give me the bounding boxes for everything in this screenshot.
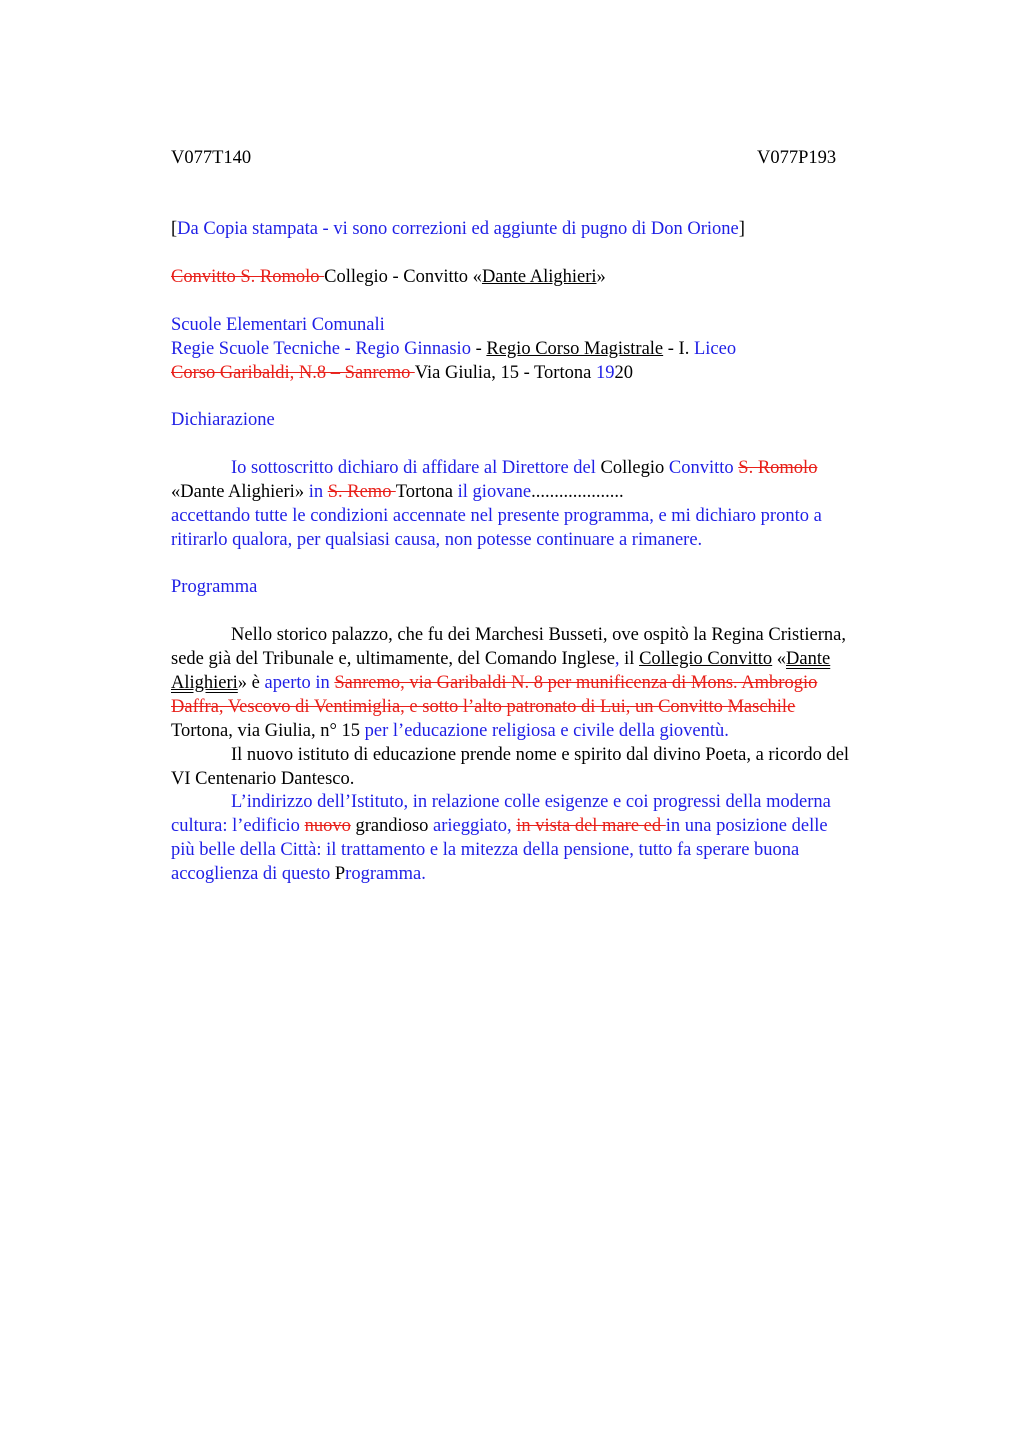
program-line-4 [171, 695, 795, 719]
title-struck-text: Convitto S. Romolo [171, 267, 325, 287]
title-name: Dante Alighieri [481, 267, 597, 287]
title-suffix: » [596, 267, 606, 287]
declaration-line-2-a: «Dante Alighieri» [171, 482, 305, 502]
program-line-9-struck-2: in vista del mare ed [516, 816, 666, 836]
program-line-8: L’indirizzo dell’Istituto, in relazione colle esigenze e coi progressi della moderna [231, 792, 831, 812]
program-line-2-c: il [619, 649, 640, 669]
program-line-3-b: » è [237, 673, 265, 693]
program-line-3-struck: Sanremo, via Garibaldi N. 8 per munificenza di Mons. Ambrogio [334, 673, 818, 693]
declaration-line-2 [171, 480, 624, 504]
schools-line-2-e: Liceo [693, 339, 737, 359]
note-open-bracket: [ [171, 219, 178, 239]
program-line-11 [171, 862, 426, 886]
schools-line-2-a: Regie Scuole Tecniche - Regio Ginnasio [171, 339, 471, 359]
declaration-line-1-b: Collegio [600, 458, 665, 478]
document-title [171, 265, 606, 289]
declaration-line-2-struck: S. Remo [327, 482, 396, 502]
program-line-9-b: grandioso [350, 816, 429, 836]
schools-line-3-struck: Corso Garibaldi, N.8 – Sanremo [171, 363, 415, 383]
program-line-2-a: sede già del Tribunale e, ultimamente, del Comando Inglese [171, 649, 615, 669]
declaration-line-2-e: .................... [531, 482, 624, 502]
title-prefix: Collegio - Convitto « [324, 267, 482, 287]
program-line-6: Il nuovo istituto di educazione prende nome e spirito dal divino Poeta, a ricordo del [231, 745, 850, 765]
declaration-heading: Dichiarazione [171, 410, 275, 430]
program-line-7: VI Centenario Dantesco. [171, 769, 355, 789]
schools-line-2-c: Regio Corso Magistrale [486, 339, 664, 359]
program-line-2-b: , [614, 649, 620, 669]
program-line-3-a: Alighieri [171, 673, 238, 693]
program-line-9-c: arieggiato, [428, 816, 517, 836]
program-line-9-d: in una posizione delle [665, 816, 828, 836]
declaration-line-3: accettando tutte le condizioni accennate nel presente programma, e mi dichiaro pronto a [171, 506, 822, 526]
program-line-9-a: cultura: l’edificio [171, 816, 305, 836]
program-line-3-c: aperto in [264, 673, 335, 693]
program-line-5-b: per l’educazione religiosa e civile della gioventù. [360, 721, 729, 741]
declaration-line-4: ritirarlo qualora, per qualsiasi causa, non potesse continuare a rimanere. [171, 530, 703, 550]
declaration-line-2-b: in [304, 482, 328, 502]
program-line-2-f: Dante [786, 649, 831, 669]
program-line-9-struck-1: nuovo [304, 816, 351, 836]
note-text: Da Copia stampata - vi sono correzioni ed aggiunte di pugno di Don Orione [177, 219, 739, 239]
program-line-2 [171, 647, 830, 671]
program-line-5-a: Tortona, via Giulia, n° 15 [171, 721, 361, 741]
program-line-4-struck: Daffra, Vescovo di Ventimiglia, e sotto l’alto patronato di Lui, un Convitto Maschile [171, 697, 796, 717]
program-heading: Programma [171, 577, 258, 597]
program-line-11-c: rogramma. [345, 864, 426, 884]
schools-line-2-d: - I. [663, 339, 694, 359]
schools-line-3-c: 20 [614, 363, 633, 383]
declaration-line-2-d: il giovane [453, 482, 532, 502]
declaration-line-2-c: Tortona [395, 482, 454, 502]
program-line-9 [171, 814, 828, 838]
declaration-line-1-a: Io sottoscritto dichiaro di affidare al Direttore del [231, 458, 601, 478]
schools-line-1: Scuole Elementari Comunali [171, 315, 385, 335]
program-line-5 [171, 719, 729, 743]
program-line-10: più belle della Città: il trattamento e la mitezza della pensione, tutto fa sperare buona [171, 840, 800, 860]
editorial-note [171, 217, 745, 241]
note-close-bracket: ] [738, 219, 745, 239]
header-right-code: V077P193 [757, 148, 837, 168]
declaration-line-1 [171, 456, 817, 480]
program-line-11-b: P [330, 864, 346, 884]
schools-line-3 [171, 361, 633, 385]
declaration-line-1-struck: S. Romolo [738, 458, 818, 478]
program-line-2-e: « [772, 649, 787, 669]
program-line-1: Nello storico palazzo, che fu dei Marchesi Busseti, ove ospitò la Regina Cristierna, [231, 625, 846, 645]
program-line-11-a: accoglienza di questo [171, 864, 331, 884]
schools-line-2 [171, 337, 736, 361]
declaration-line-1-c: Convitto [664, 458, 739, 478]
schools-line-3-b: 19 [595, 363, 615, 383]
header-left-code: V077T140 [171, 148, 252, 168]
program-line-3 [171, 671, 817, 695]
program-line-2-d: Collegio Convitto [639, 649, 773, 669]
schools-line-2-b: - [470, 339, 487, 359]
schools-line-3-a: Via Giulia, 15 - Tortona [414, 363, 596, 383]
